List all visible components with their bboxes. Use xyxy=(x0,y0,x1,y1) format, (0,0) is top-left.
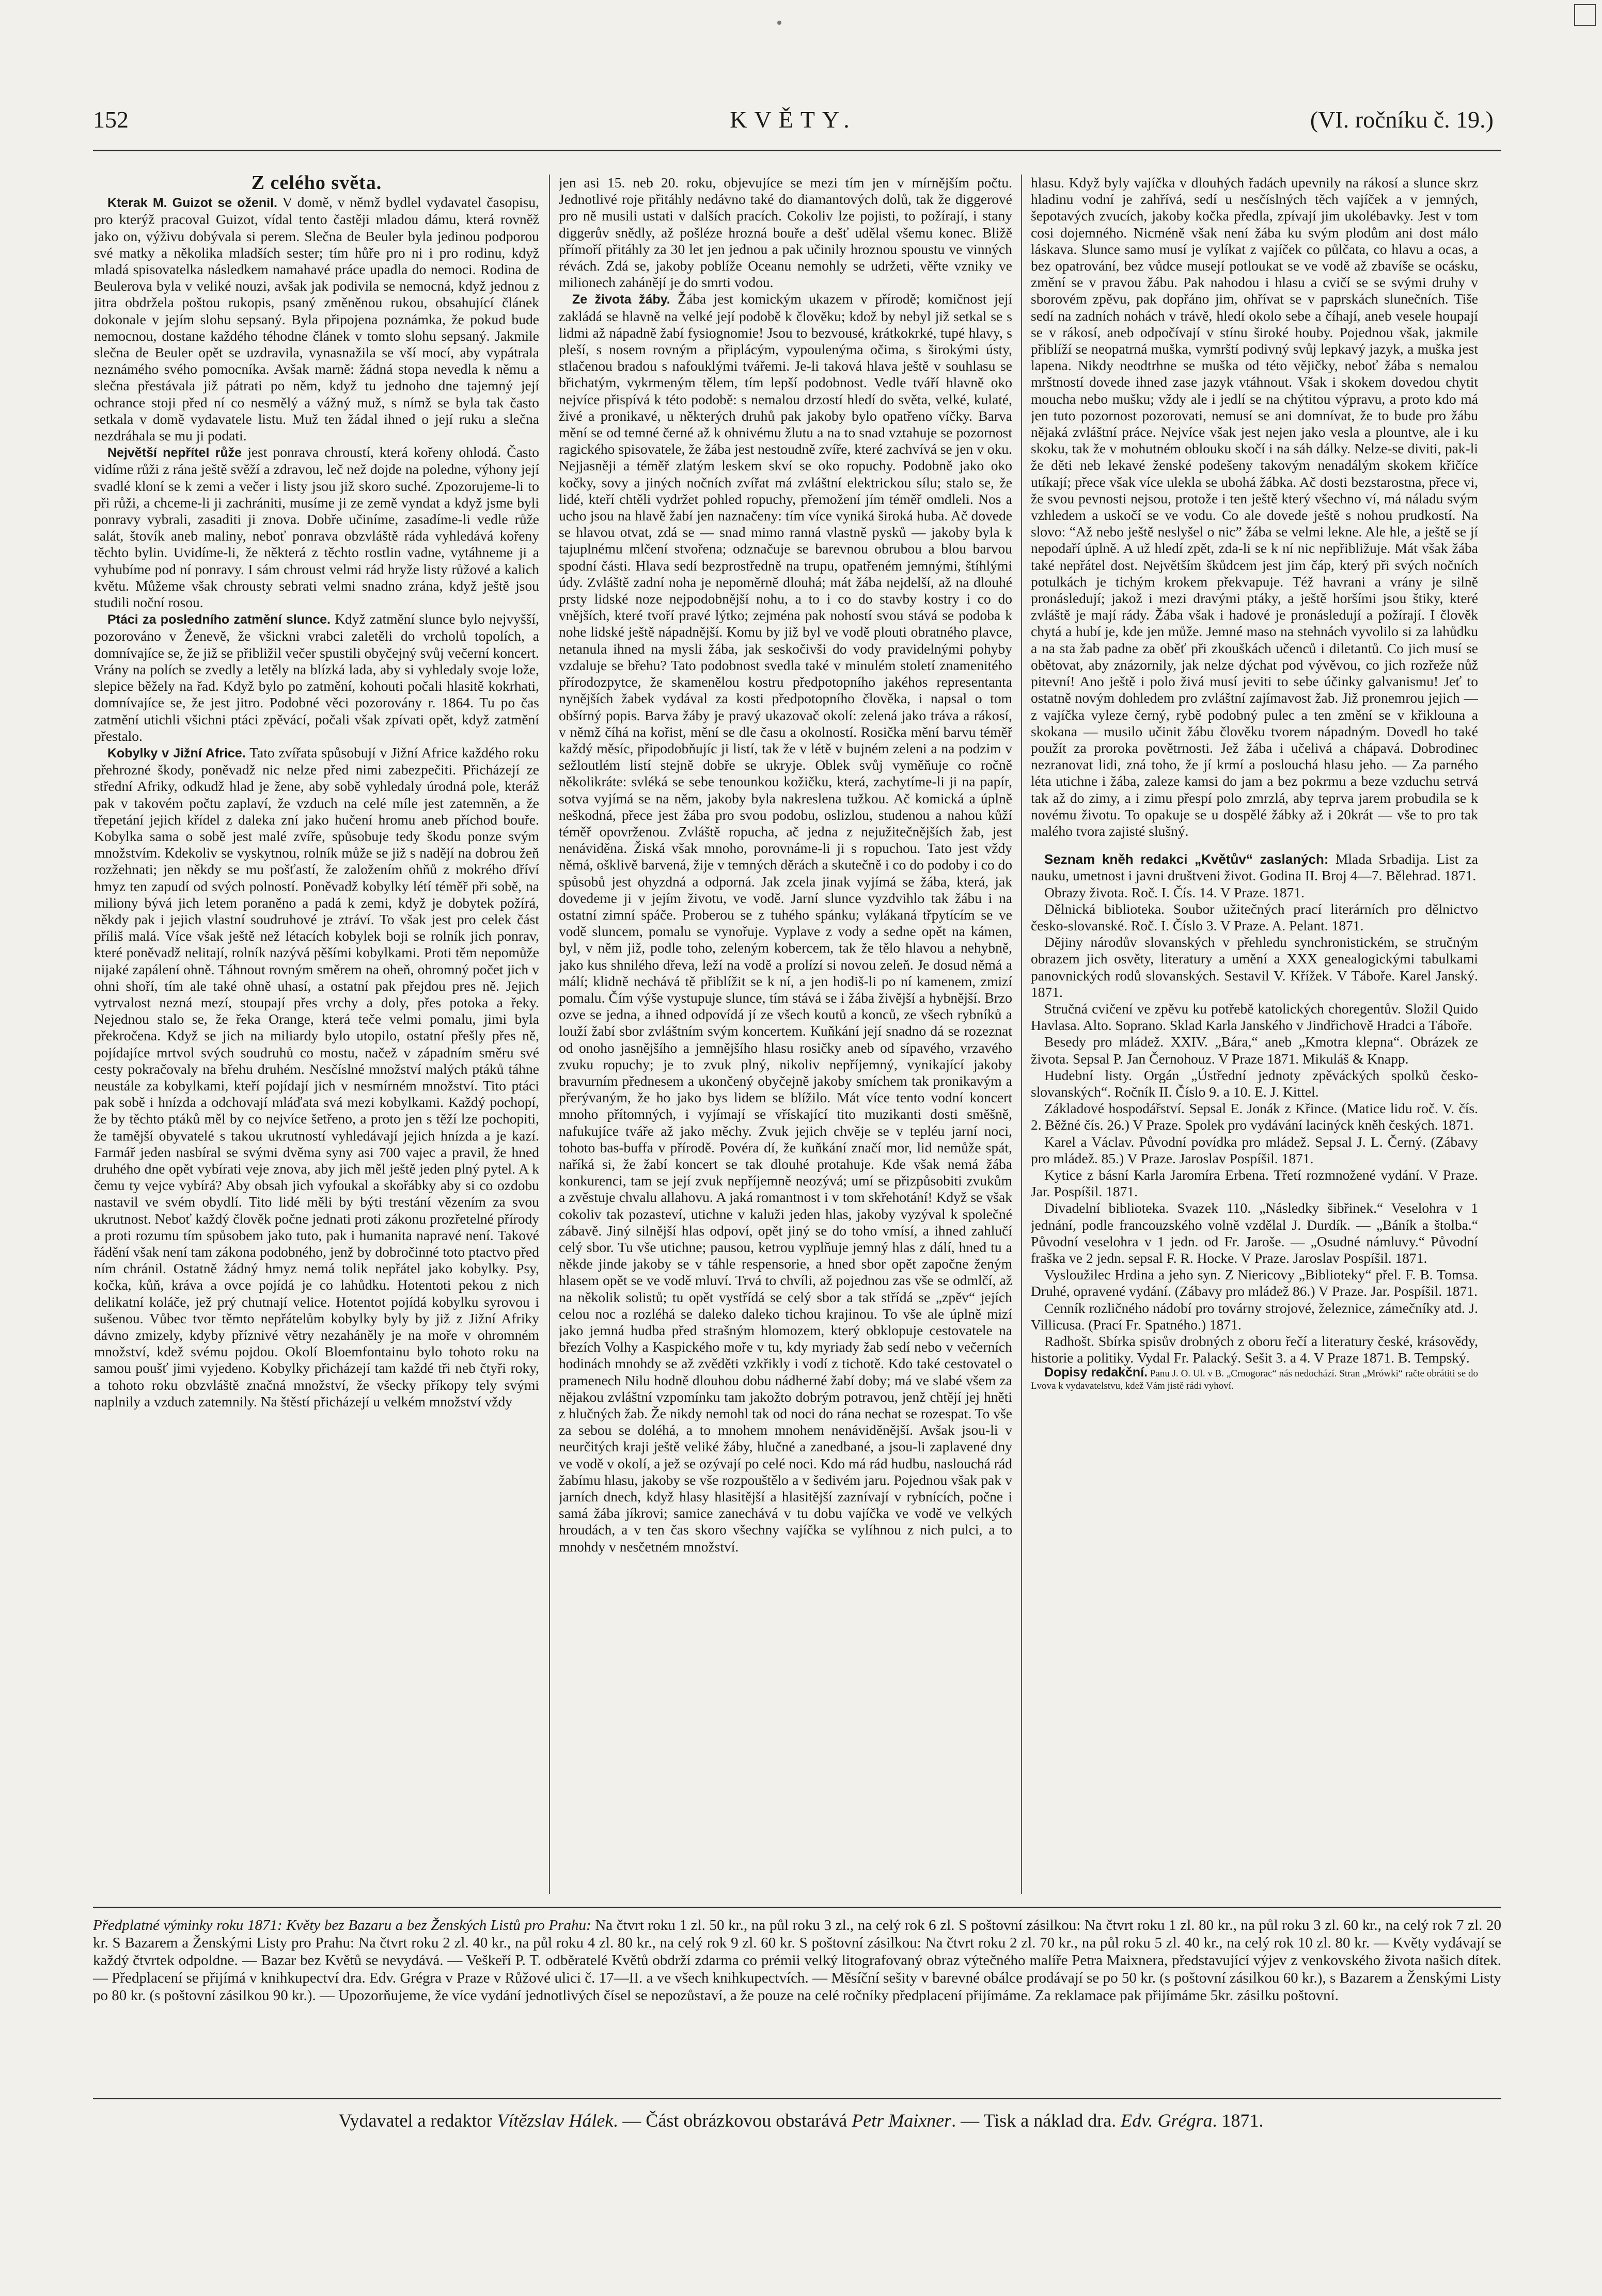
editorial-letters-text: Panu J. O. Ul. v B. „Crnogorac“ nás nedochází. Stran „Mrówki“ račte obrátiti se do Lvova k vydavatelstvu, kdež Vám jistě rádi vyhoví. xyxy=(1031,1368,1478,1392)
book-entry: Mlada Srbadija. List za nauku, umetnost i javni društveni život. Godina II. Broj 4—7. Bělehrad. 1871. xyxy=(1031,851,1478,884)
article-heading: Ptáci za posledního zatmění slunce. xyxy=(107,612,331,627)
column-2 xyxy=(559,175,1012,1894)
publisher-name: Edv. Grégra xyxy=(1121,2110,1213,2131)
editor-name: Vítězslav Hálek xyxy=(497,2110,614,2131)
subscription-terms xyxy=(93,1917,1501,2004)
ink-dot xyxy=(777,21,781,25)
article-heading: Kobylky v Jižní Africe. xyxy=(107,746,246,761)
column-1 xyxy=(94,175,539,1894)
editorial-letters-heading: Dopisy redakční. xyxy=(1044,1365,1148,1380)
corner-box-mark xyxy=(1574,4,1596,26)
article-text: Žába jest komickým ukazem v přírodě; komičnost její zakládá se hlavně na velké její podobě k člověku; kdož by nebyl již setkal se s lidmi až nápadně žabí fysiognomie! Jsou to bezvousé, krátkokrké, tupé hlavy, s pleší, s nosem rovným a připlácým, vypoulenýma očima, s širokými ústy, stlačenou bradou s nafouklými tvářemi. Je-li taková hlava ještě v souhlasu se břichatým, vykrmeným tělem, tím lepší podobnost. Vedle tváří hlavně oko nejvíce přispívá k této podobě: s nemalou drzostí hledí do světa, velké, kulaté, živé a pronikavé, u některých druhů pak jakoby bylo opatřeno víčky. Barva mění se od temné černé až k ohnivému žlutu a na to snad vztahuje se pozornost ragického spisovatele, že žába jest nestoudně zvíře, které zachvívá se jen v oku. Nejjasněji a téměř zlatým leskem skví se oko ropuchy. Podobně jako oko kočky, sovy a jiných nočních zvířat má zvláštní elektrickou sílu; stalo se, že lidé, kteří chtěli vydržet pohled ropuchy, přemožení jím téměř omdleli. Nos a ucho jsou na hlavě žabí jen naznačeny: tím více vyniká široká huba. Ač dovede se hlavou otvat, zdá se — snad mimo ranná vlastně pysků — jakoby byla k tajuplnému mlčení stvořena; odznačuje se barevnou obrubou a blou barvou spodní části. Hlava sedí bezprostředně na trupu, opatřeném jemnými, štíhlými údy. Zvláště zadní noha je nepoměrně dlouhá; mát žába nejdelší, až na dlouhé prsty lidské noze nejpodobnější nohu, a to i co do stavby kostry i co do vnějších, které tvoří pravé lýtko; zejména pak nohostí svou stává se podoba k nohe lidské ještě nápadnější. Komu by již byl ve vodě plouti obratného plavce, netanula ihned na mysli žába, jak seskočivši do vody pravidelnými pohyby vzdaluje se břehu? Tato podobnost svedla také v minulém století znamenitého přírodozpytce, že skamenělou kostru předpotopního jakéhos representanta nynějších žabek vydával za kosti předpotopního člověka, i napsal o tom obšírný popis. Barva žáby je pravý ukazovač okolí: zelená jako tráva a rákosí, v němž číhá na kořist, mění se dle času a okolností. Rosička mění barvu téměř každý měsíc, připodobňujíc ji listí, tak že v létě v bujném zeleni a na podzim v sežloutlém listí stejně dobře se ukryje. Oblek svůj vyměňuje co ročně několikráte: svléká se sebe tenounkou kožičku, která, zachytíme-li ji na papír, sotva vyjímá se na něm, jakoby byla nakreslena tužkou. Ač komická a úplně neškodná, přece jest žába pro svou podobu, oslizlou, studenou a nahou kůží téměř opovrženou. Zvláště ropucha, ač jedna z nejužitečnějších žab, jest nenáviděna. Žiská však mnoho, porovnáme-li ji s ropuchou. Tato jest vždy němá, ošklivě barvená, žije v temných děrách a skutečně i co do podoby i co do spůsobů jest ohyzdná a odporná. Jak zcela jinak vyjímá se žába, která, jak dovedeme ji v jejím životu, ve vodě. Jarní slunce vyzdvihlo tak žábu i na ostatní zimní spáče. Proberou se z tuhého spánku; vylákaná třpytícím se ve vodě sluncem, pomalu se vynořuje. Vyplave z vody a sedne opět na kámen, byl, v něm již, podle toho, zeleným kobercem, tak že tělo hlavou a nehybně, jako kus shnilého dřeva, leží na vodě a prolízí si novou zeleň. Je dosud němá a málí; klidně nechává tě přiblížit se k ní, a jen hodiš-li po ní kamenem, zmizí pomalu. Čím výše vystupuje slunce, tím stává se i žába živější a hybnější. Brzo ozve se jedna, a ihned odpovídá jí ze všech koutů a konců, ze všech rybníků a louží žabí sbor zvláštním svým koncertem. Kuňkání její snadno dá se rozeznat od onoho jasnějšího a jemnějšího hlasu rosičky aneb od sípavého, vrzavého zvuku ropuchy; je to zvuk plný, nikoliv nepříjemný, vynikající jakoby bravurním přednesem a ukončený obyčejně jakoby smíchem tak pronikavým a přerývaným, že ho jako bys lidem se blížilo. Mát více tento vodní koncert mnoho přítomných, i vyjímají se vřískající tito muzikanti dosti směšně, nafukujíce tváře až jako měchy. Zvuk jejich chvěje se v tepléu jarní noci, tohoto bas-buffa v přírodě. Povéra dí, že kuňkání značí mor, lid nemůže spát, naříká si, že žabí koncert se tak dlouhé protahuje. Kde však nemá žába konkurenci, tam se její zvuk nepříjemně neozývá; umí se přizpůsobiti zvukům a zvěstuje chvalu allahovu. A jaká romantnost i v tom skřehotání! Když se však cokoliv tak pozasteví, utichne v kaluži jeden hlas, jakoby vyzýval k společné zábavě. Jiný silnější hlas odpoví, opět jiný se do toho vmísí, a ihned zahlučí celý sbor. Tu vše utichne; pausou, ketrou vyplňuje jemný hlas z dálí, hned tu a někde jinde jakoby se v táhle respensorie, a hned sbor opět započne ženým hlasem opět se ve vodě mluví. Trvá to chvíli, až pojednou zas vše se odmlčí, až na několik solistů; tu opět vystřídá se celý sbor a tak střídá se „zpěv“ jejích celou noc a rozléhá se daleko daleko tichou krajinou. To vše ale úplně mizí jako jemná hudba před strašným hlomozem, který obklopuje cestovatele na březích Volhy a Kaspického moře v tu, kdy myriady žab sedí nebo v večerních hodinách mnohdy se až zvěděti vzkřikly i vodí z tichotě. Kdo také cestovatel o pramenech Nilu hodně dlouhou dobu nádherné žabí doby; má ve slabé všem za nějakou zvláštní vzpomínku tam jakožto dobrým potravou, jenž chtějí jej hněti z hlučných žab. Že nikdy nemohl tak od noci do rána nechat se rozespat. To vše za sebou se doléhá, a to mnohem mnohem nenáviděnější. Avšak jsou-li v neurčitých kraji ještě veliké žáby, hlučné a zanedbané, a jsou-li zaplavené dny ve vodě v okolí, a jež se ozývají po celé noci. Kdo má rád hudbu, naslouchá rád žabímu hlasu, jakoby se vše rozpouštělo a v šedivém jaru. Pojednou však pak v jarních dnech, když hlasy hlasitější a hlasitější zaznívají v rybnících, počne i samá žába jíkrovi; samice zanechává v tu dobu vajíčka ve vodě ve velkých hroudách, a v ten čas skoro všechny vajíčka se vylíhnou z nich pulci, a to mnohdy v nesčetném množství. xyxy=(559,291,1012,1555)
book-entry: Vysloužilec Hrdina a jeho syn. Z Niericovy „Biblioteky“ přel. F. B. Tomsa. Druhé, opravené vydání. (Zábavy pro mládež 86.) V Praze. Jar. Pospíšil. 1871. xyxy=(1031,1266,1478,1300)
article-ptaci xyxy=(94,611,539,745)
subscription-text: Na čtvrt roku 1 zl. 50 kr., na půl roku 3 zl., na celý rok 6 zl. S poštovní zásilkou: Na čtvrt roku 1 zl. 80 kr., na půl roku 3 zl. 60 kr., na celý rok 7 zl. 20 kr. S Bazarem a Ženskými Listy pro Prahu: Na čtvrt roku 2 zl. 40 kr., na půl roku 4 zl. 80 kr., na celý rok 9 zl. 60 kr. S poštovní zásilkou: Na čtvrt roku 2 zl. 70 kr., na půl roku 5 zl. 40 kr., na celý rok 10 zl. 80 kr. — Květy vydávají se každý čtvrtek odpoldne. — Bazar bez Květů se nevydává. — Veškeří P. T. odběratelé Květů obdrží zdarma co prémii velký litografovaný obraz výtečného malíře Petra Maixnera, představující výjev z venkovského života našich dítek. — Předplacení se přijímá v knihkupectví dra. Edv. Grégra v Praze v Růžové ulici č. 17—II. a ve všech knihkupectvích. — Měsíční sešity v barevné obálce prodávají se po 50 kr. (s poštovní zásilkou 60 kr.), s Bazarem a Ženskými Listy po 80 kr. (s poštovní zásilkou 90 kr.). — Upozorňujeme, že více vydání jednotlivých čísel se nepozůstaví, a že pouze na celé ročníky předplacení přijímáme. Za reklamace pak přijímáme 5kr. zásilku poštovní. xyxy=(93,1917,1501,2004)
book-entry: Divadelní biblioteka. Svazek 110. „Následky šibřinek.“ Veselohra v 1 jednání, podle francouzského volně vzdělal J. Durdík. — „Báník a štolba.“ Původní veselohra v 1 jedn. od Fr. Jaroše. — „Osudné námluvy.“ Původní fraška ve 2 jedn. sepsal F. R. Hocke. V Praze. Jaroslav Pospíšil. 1871. xyxy=(1031,1200,1478,1266)
book-entry: Obrazy života. Roč. I. Čís. 14. V Praze. 1871. xyxy=(1044,884,1305,900)
section-title: Z celého světa. xyxy=(251,175,382,194)
imprint xyxy=(176,2110,1426,2131)
journal-title: KVĚTY. xyxy=(730,106,857,133)
article-heading: Kterak M. Guizot se oženil. xyxy=(107,196,278,211)
article-heading: Největší nepřítel růže xyxy=(107,446,242,461)
article-guizot xyxy=(94,194,539,444)
page-number: 152 xyxy=(93,106,129,133)
article-kobylky-cont: jen asi 15. neb 20. roku, objevujíce se mezi tím jen v mírnějším počtu. Jednotlivé roje přitáhly nedávno také do diamantových dolů, tak že diggerové pro ně musili ustati v dalších pracích. Cokoliv lze pojisti, to požírají, i stany diggerův snědly, až pošléze hrozná bouře a dešť udělal všemu konec. Bližě přímoří přitáhly za 30 let jen jednou a pak učinily hroznou spoustu ve vinných révách. Zdá se, jakoby poblíže Oceanu nemohly se udržeti, věřte vzniky ve milionech zahánějí je do smrti vodou. xyxy=(559,175,1012,291)
book-entry: Hudební listy. Orgán „Ústřední jednoty zpěváckých spolků česko-slovanských“. Ročník II. Číslo 9. a 10. E. J. Kittel. xyxy=(1031,1067,1478,1100)
volume-number: (VI. ročníku č. 19.) xyxy=(1310,106,1494,133)
column-divider xyxy=(549,175,550,1894)
book-entry: Cenník rozličného nádobí pro továrny strojové, železnice, zámečníky atd. J. Villicusa. (Prací Fr. Spatného.) 1871. xyxy=(1031,1300,1478,1333)
article-ruze xyxy=(94,444,539,611)
book-entry: Radhošt. Sbírka spisův drobných z oboru řečí a literatury české, krásovědy, historie a politiky. Vydal Fr. Palacký. Sešit 3. a 4. V Praze 1871. B. Tempský. xyxy=(1031,1333,1478,1366)
article-text: Tato zvířata spůsobují v Jižní Africe každého roku přehrozné škody, poněvadž nic nelze před nimi zabezpečiti. Přicházejí ze střední Afriky, odkudž hlad je žene, aby sobě vyhledaly úrodná pole, kteráž pak v takovém počtu zaplaví, že vzduch na celé míle jest zatemněn, a že třepetání jejich křídel z daleka zní jako hučení hromu aneb příchod bouře. Kobylka sama o sobě jest malé zvíře, spůsobuje tedy škodu ponze svým množstvím. Kdekoliv se vyskytnou, rolník může se již s nadějí na dobrou žeň rozžehnati; jen někdy se mu pošťastí, že založením ohňů z mokrého dříví hmyz ten zapudí od svých polností. Poněvadž kobylky létí téměř při sobě, na miliony bývá jich letem poraněno a padá k zemi, když je dobytek požírá, někdy pak i jejich vlastní soudruhové je ztráví. To však jest pro celek část příliš malá. Více však ještě než létacích kobylek boji se rolník jich ponrav, které poněvadž nelitají, rolník nazývá pěšími kobylkami. Proti těm nepomůže nijaké zapálení ohně. Táhnout rovným směrem na oheň, ohromný počet jich v ohni shoří, tím ale také ohně uhasí, a ostatní pak přejdou pres ně. Jejich vytrvalost nezná mezí, stoupají přes vrchy a doly, přes potoka a řeky. Nejednou stalo se, že řeka Orange, která teče velmi pomalu, jimi byla překročena. Když se jich na miliardy bylo utopilo, ostatní přešly přes ně, pojídajíce mrtvol svých soudruhů co mostu, načež v západním směru své cesty pokračovaly na břehu druhém. Nesčíslné množství malých ptáků táhne neustále za kobylkami, kteří pojídají jich v nesmírném množství. Tito ptáci pak sobě i hnízda a odchovají mláďata svá mezi kobylkami. Každý pochopí, že by těchto ptáků měl by co nejvíce šetřeno, a proto jen s těží lze pochopiti, že tamější obyvatelé s takou ukrutností vyhledávají jejich hnízda a je kazí. Farmář jeden nasbíral se svými dvěma syny asi 700 vajec a pravil, že hned druhého dne opět vybírati veje znova, aby jich měl ještě jeden plný pytel. A k čemu ty vejce vybírá? Aby obsah jich vyfoukal a skořábky aby si co ozdobu nastavil ve svém obydlí. Tito lidé měli by býti trestání vězením za svou ukrutnost. Neboť každý člověk počne jednati proti zákonu prozřetelné přírody a proti rozumu tím spůsobem jako tuto, pak i humanita napravé není. Takové řádění však není tam zákona podobného, jenž by dobročinné toto ptactvo před ním chránil. Ostatně žádný hmyz nemá tolik nepřátel jako kobylky. Psy, kočka, kůň, kráva a ovce pojídá je co lahůdku. Hotentoti pekou z nich delikatní koláče, jež prý chutnají velice. Hotentot pojídá kobylku syrovou i sušenou. Vůbec tvor těmto nepřátelům kobylky byly by již z Jižní Afriky dávno zmizely, kdyby příznivé větry nezaháněly je na moře v ohromném množství, kdež svému pojdou. Okolí Bloemfontainu bylo tohoto roku na samou poušť jimi vyjedeno. Kobylky přicházejí tam každé tři neb čtyři roky, a tohoto roku obzvláště značná množství, že všecky příkopy tely svými naplnily a vzduch zatemnily. Na štěstí přicházejí u velkém množství vždy xyxy=(94,744,539,1410)
article-zaba xyxy=(559,291,1012,1555)
book-entry: Stručná cvičení ve zpěvu ku potřebě katolických choregentův. Složil Quido Havlasa. Alto. Soprano. Sklad Karla Janského v Jindřichově Hradci a Táboře. xyxy=(1031,1000,1478,1034)
book-entry: Dějiny národův slovanských v přehledu synchronistickém, se stručným obrazem jich osvěty, literatury a umění a XXX genealogickými tabulkami panovnických rodů slovanských. Sestavil V. Křížek. V Táboře. Karel Janský. 1871. xyxy=(1031,934,1478,1000)
imprint-text: Vydavatel a redaktor xyxy=(338,2110,497,2131)
column-3 xyxy=(1031,175,1478,1894)
article-text: Když zatmění slunce bylo nejvyšší, pozorováno v Ženevě, že všickni vrabci zaletěli do vrcholů topolích, a domnívajíce se, že již se přibližil večer spustili obyčejný svůj večerní koncert. Vrány na polích se zvedly a letěly na blízká lada, aby si vyhledaly svoje lože, slepice běžely na řad. Když bylo po zatmění, kohouti počali hlasitě kokrhati, domnívajíce se, že jest jitro. Podobné věci pozorovány r. 1864. Tu po čas zatmění utichli všichni ptáci zpěvácí, počali však zpívati opět, když zatmění přestalo. xyxy=(94,611,539,744)
book-entry: Základové hospodářství. Sepsal E. Jonák z Křince. (Matice lidu roč. V. čís. 2. Běžné čís. 26.) V Praze. Spolek pro vydávání lacinýck kněh českých. 1871. xyxy=(1031,1100,1478,1133)
article-kobylky xyxy=(94,745,539,1410)
article-text: jest ponrava chroustí, která kořeny ohlodá. Často vidíme růži z rána ještě svěží a zdravou, leč než dojde na poledne, výhony její svadlé kloní se k zemi a večer i listy jsou již skoro suché. Zpozorujeme-li to při růži, a chceme-li ji zachrániti, musíme ji ze země vyndat a když jsme byli ponravy vybrali, zasaditi ji znova. Dobře učiníme, zasadíme-li vedle růže salát, štovík aneb maliny, neboť ponrava obzvláště ráda vyhledává kořeny těchto bylin. Uvidíme-li, že některá z těchto rostlin vadne, vytáhneme ji a vyhubíme pod ní ponravy. I sám chroust velmi rád hryže listy růžové a kalich květu. Můžeme však chrousty sebrati velmi snadno zrána, když ještě jsou studili noční rosou. xyxy=(94,444,539,611)
book-entry: Karel a Václav. Původní povídka pro mládež. Sepsal J. L. Černý. (Zábavy pro mládež. 85.) V Praze. Jaroslav Pospíšil. 1871. xyxy=(1031,1133,1478,1166)
book-entry: Besedy pro mládež. XXIV. „Bára,“ aneb „Kmotra klepna“. Obrázek ze života. Sepsal P. Jan Černohouz. V Praze 1871. Mikuláš & Knapp. xyxy=(1031,1034,1478,1067)
book-list xyxy=(1031,851,1478,884)
imprint-rule xyxy=(93,2098,1501,2099)
column-divider xyxy=(1021,175,1022,1894)
illustrator-name: Petr Maixner xyxy=(852,2110,952,2131)
imprint-text: . 1871. xyxy=(1212,2110,1264,2131)
page-header xyxy=(93,106,1494,142)
book-entry: Dělnická biblioteka. Soubor užitečných prací literárních pro dělnictvo česko-slovanské. Roč. I. Číslo 3. V Praze. A. Pelant. 1871. xyxy=(1031,900,1478,933)
article-heading: Ze života žáby. xyxy=(572,292,670,307)
footer-rule xyxy=(93,1907,1501,1908)
header-rule xyxy=(93,150,1501,151)
book-list-heading: Seznam kněh redakci „Květův“ zaslaných: xyxy=(1044,851,1329,867)
imprint-text: . — Část obrázkovou obstarává xyxy=(613,2110,852,2131)
subscription-heading: Předplatné výminky roku 1871: Květy bez Bazaru a bez Ženských Listů pro Prahu: xyxy=(93,1917,591,1934)
imprint-text: . — Tisk a náklad dra. xyxy=(951,2110,1121,2131)
editorial-letters xyxy=(1031,1366,1478,1392)
book-entry: Kytice z básní Karla Jaromíra Erbena. Třetí rozmnožené vydání. V Praze. Jar. Pospíšil. 1871. xyxy=(1031,1166,1478,1200)
article-text: V domě, v němž bydlel vydavatel časopisu, pro kterýž pracoval Guizot, vídal tento častěji mladou dámu, která rovněž jako on, výživu dobývala si perem. Slečna de Beuler byla jedinou podporou své matky a několika mladších sester; tím hůře pro ni i pro rodinu, když mladá spisovatelka následkem namahavé práce upadla do nemoci. Rodina de Beulerova byla v veliké nouzi, avšak jak podivila se nemocná, když jednou z jitra obdržela poštou rukopis, psaný změněnou rukou, obsahující článek dokonale v jejím slohu sepsaný. Byla připojena poznámka, že pokud bude nemocnou, dostane každého téhodne článek v tomto slohu sepsaný. Jakmile slečna de Beuler opět se uzdravila, vynasnažila se vší mocí, aby vypátrala neznámého svého pomocníka. Avšak marně: žádná stopa nevedla k němu a slečna přestávala již pátrati po něm, když tu jednoho dne tajemný její ochrance stoji před ní co nesmělý a vážný muž, s nímž se byla tak často setkala v domě vydavatele listu. Muž ten žádal ihned o její ruku a slečna nezdráhala se mu ji podati. xyxy=(94,194,539,444)
article-zaba-cont: hlasu. Když byly vajíčka v dlouhých řadách upevnily na rákosí a slunce skrz hladinu vodní je zahřívá, sedí u nesčíslných těch vajíček a v jemných, šepotavých zvucích, jakoby kočka předla, zpívají jim ukolébavky. Jest v tom cosi dojemného. Nicméně však není žába ku svým plodům ani dost málo láskava. Slunce samo musí je vylíkat z vajíček co půlčata, co hlavu a ocas, a bez opatrování, bez vůdce musejí potloukat se ve vodě až zbavíše se ocásku, změní se v pravou žábu. Pak nahodou i hlasu a cvičí se se svými druhy v sborovém zpěvu, pak dopřáno jim, ohřívat se v paprskách slunečních. Tiše sedí na zadních nohách v trávě, hledí okolo sebe a číhají, aneb vesele houpají se v rákosí, aneb odpočívají v stínu široké houby. Pojednou však, jakmile přiblíží se neopatrná muška, vymrští podivný svůj lepkavý jazyk, a muška jest lapena. Nikdy neodtrhne se muška od této vějičky, neboť žába s nemalou mrštností dovede ihned zase jazyk vtáhnout. Však i skokem dovedou chytit moucha nebo mušku; vždy ale i jedlí se na chýtitou výpravu, a proto kdo má jen tuto pozornost pozorovati, nemusí se ani domnívat, že to bude pro žábu nějaká zvláštní práce. Nejvíce však jest nejen jako vesla a plountve, ale i ku skoku, tak že v mohutném oblouku skočí i na sáh dálky. Nelze-se diviti, pak-li že děti neb lekavé ženské podešeny takovým nenadálým skokem křičíce utíkají; přece však více ulekla se ubohá žábka. Ač dosti bezstarostna, přece vi, že svou pevnosti nejsou, protože i ten ještě který všechno ví, má náladu svým vzhledem a uskočí se ve vodu. Co ale dovede ještě s nohou prudkostí. Na slovo: “Až nebo ještě neslyšel o nic” žába se velmi lekne. Ale hle, a ještě se jí nepodaří úplně. A už hledí zpět, zda-li se k ní nic nepřibližuje. Mát však žába také nepřátel dost. Největším škůdcem jest jim čáp, který při svých nočních potulkách je tichým krokem překvapuje. Též havrani a vrány je silně pronásledují; jakož i mezi dravými ptáky, a ještě horšími jsou štiky, které zvláště je mají rády. Žába však i hadové je pronásledují a požírají. I člověk chytá a hubí je, kde jen může. Jemné maso na stehnách vyvolilo si za lahůdku a na sta žab padne za oběť při zkouškách učenců i diletantů. Co jich musí se obětovat, aby znázornily, jak nelze dýchat pod vývěvou, co jich rozřeže nůž pitevní! Ano ještě i polo živá musí jeviti to sebe účinky galvanismu! Jeť to ostatně novým dohledem pro zvláštní zajímavost žab. Již pronemrou jejich — z vajíčka vyleze černý, rybě podobný pulec a ten změní se v křiklouna a skokana — musilo učinit žábu člověku tvorem nápadným. Dovedl ho také použít za proroka povětrnosti. Jež žába i učelivá a chápavá. Dobrodinec nezranovat lidi, zná toho, že jí krmí a poslouchá hlasu jeho. — Za parného léta utichne i žába, zaleze kamsi do jam a bez pokrmu a beze vzduchu setrvá tak až do zimy, a i zimu přespí polo zmrzlá, aby teprva jarem probudila se k novému životu. To opakuje se u dospělé žábky až i 20krát — vše to pro tak malého tvora zajisté slušný. xyxy=(1031,175,1478,839)
